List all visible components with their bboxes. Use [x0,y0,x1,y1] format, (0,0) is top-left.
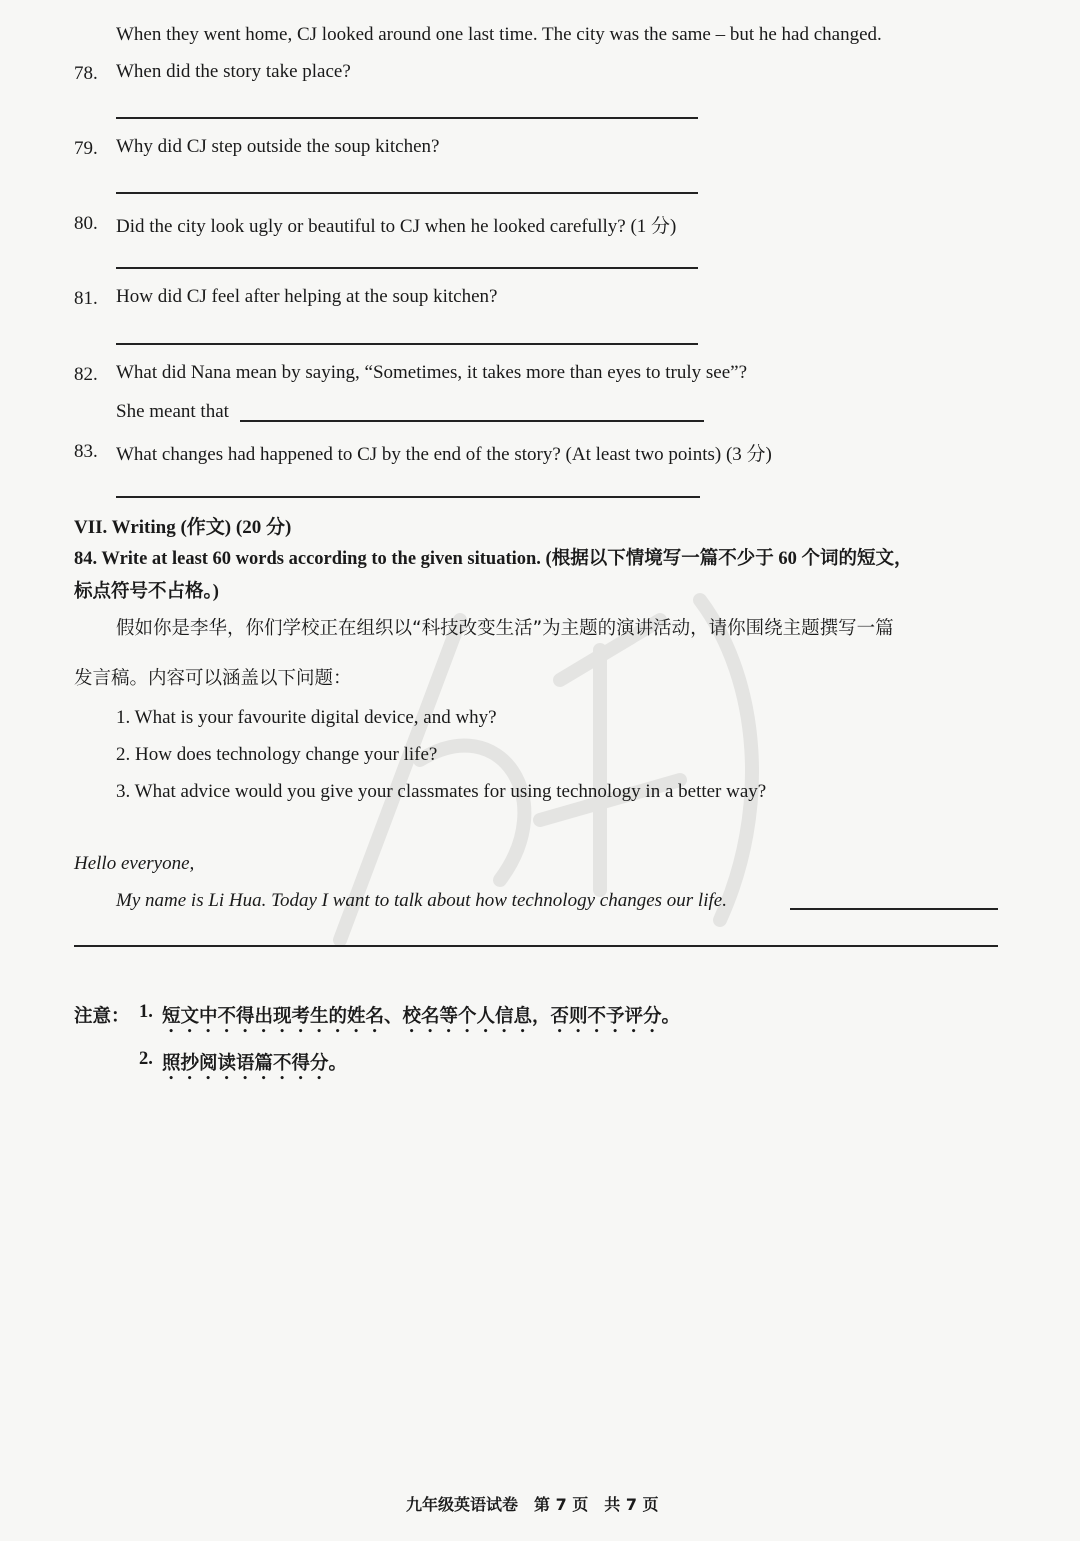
answer-line-78[interactable] [116,117,698,119]
writing-line-1[interactable] [790,908,998,910]
story-intro-line: When they went home, CJ looked around one last time. The city was the same – but he had changed. [116,24,882,45]
notes-item-1-number: 1. [139,1002,153,1022]
answer-line-80[interactable] [116,267,698,269]
page-footer: 九年级英语试卷 第 7 页 共 7 页 [406,1495,659,1514]
writing-task-line-2: 标点符号不占格。) [74,582,219,602]
answer-line-82[interactable] [240,420,704,422]
question-number: 79. [74,138,98,159]
writing-task-line-1: 84. Write at least 60 words according to the given situation. (根据以下情境写一篇不少于 60 个词的短文， [74,549,913,569]
question-79-text: Why did CJ step outside the soup kitchen? [116,136,440,157]
question-78-text: When did the story take place? [116,61,351,82]
answer-line-83[interactable] [116,496,700,498]
notes-item-2-number: 2. [139,1049,153,1069]
letter-opening: My name is Li Hua. Today I want to talk about how technology changes our life. [116,890,727,911]
question-82-text: What did Nana mean by saying, “Sometimes, it takes more than eyes to truly see”? [116,362,748,383]
notes-item-2: 照抄阅读语篇不得分。 [162,1053,348,1074]
writing-line-2[interactable] [74,945,998,947]
letter-greeting: Hello everyone, [74,853,195,874]
notes-label: 注意： [74,1006,130,1027]
writing-prompt-line-2: 发言稿。内容可以涵盖以下问题： [74,668,352,689]
answer-prefix-82: She meant that [116,401,229,422]
prompt-point-2: 2. How does technology change your life? [116,744,438,765]
writing-prompt-line-1: 假如你是李华，你们学校正在组织以“科技改变生活”为主题的演讲活动，请你围绕主题撰写一篇 [116,618,894,639]
question-81-text: How did CJ feel after helping at the soup kitchen? [116,286,498,307]
question-number: 82. [74,364,98,385]
question-number: 83. [74,441,98,462]
question-83-text: What changes had happened to CJ by the end of the story? (At least two points) (3 分) [116,444,772,465]
question-80-text: Did the city look ugly or beautiful to CJ when he looked carefully? (1 分) [116,216,677,237]
question-number: 81. [74,288,98,309]
answer-line-79[interactable] [116,192,698,194]
prompt-point-1: 1. What is your favourite digital device, and why? [116,707,497,728]
question-number: 78. [74,63,98,84]
prompt-point-3: 3. What advice would you give your classmates for using technology in a better way? [116,781,767,802]
section-title: VII. Writing (作文) (20 分) [74,517,292,538]
question-number: 80. [74,213,98,234]
notes-item-1: 短文中不得出现考生的姓名、校名等个人信息，否则不予评分。 [162,1006,681,1027]
answer-line-81[interactable] [116,343,698,345]
